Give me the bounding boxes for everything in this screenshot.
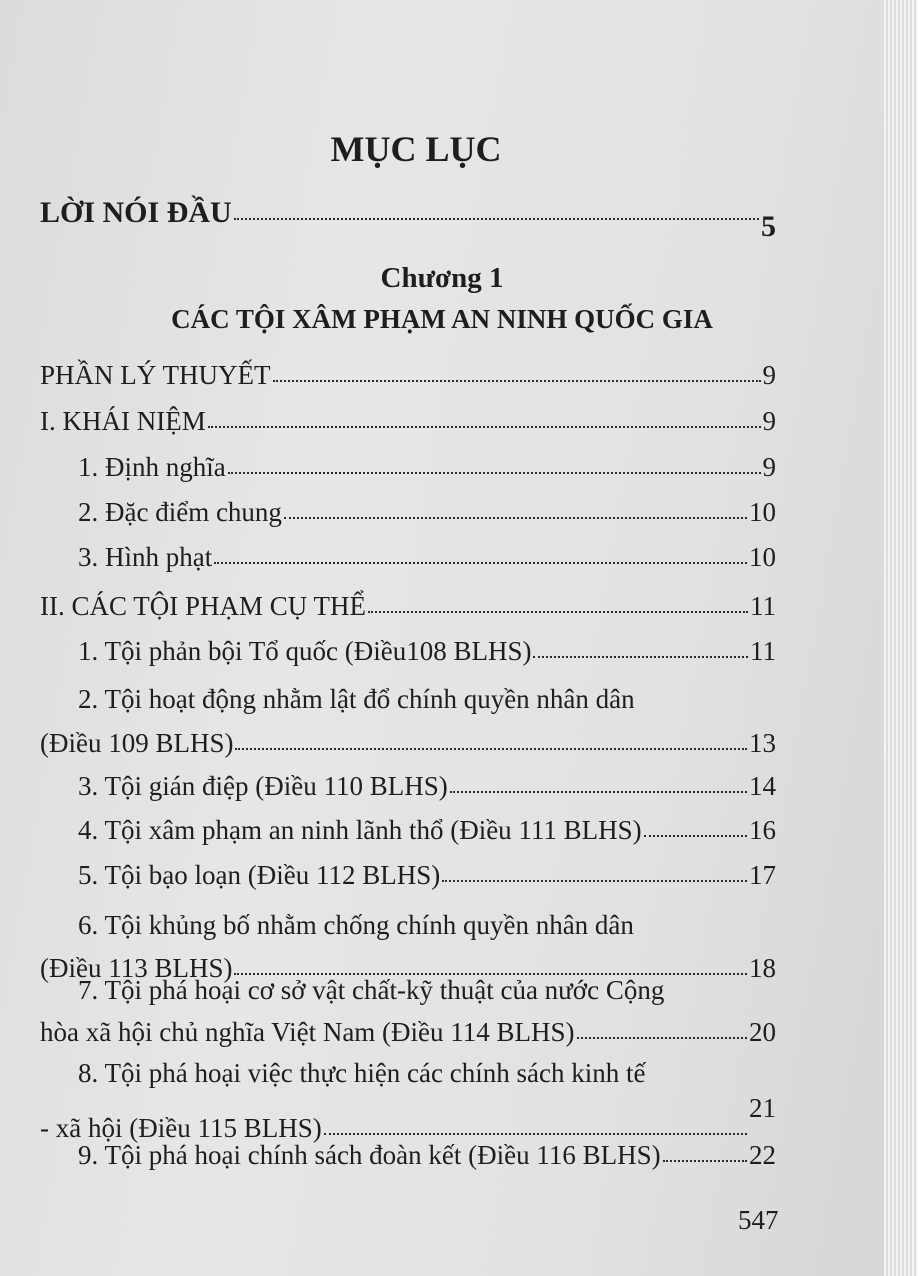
toc-title: MỤC LỤC bbox=[330, 129, 502, 169]
toc-entry-line1: 7. Tội phá hoại cơ sở vật chất-kỹ thuật của nước Cộng bbox=[78, 975, 665, 1005]
page-number: 547 bbox=[738, 1205, 779, 1235]
entry-label: 3. Hình phạt bbox=[78, 542, 213, 572]
leader-dots bbox=[214, 560, 747, 564]
entry-label: PHẦN LÝ THUYẾT bbox=[40, 360, 271, 390]
entry-page: 13 bbox=[749, 728, 776, 758]
toc-entry bbox=[78, 452, 776, 482]
entry-page: 11 bbox=[750, 636, 776, 666]
leader-dots bbox=[368, 609, 748, 613]
entry-page: 21 bbox=[749, 1093, 776, 1123]
entry-page: 22 bbox=[749, 1140, 776, 1170]
leader-dots bbox=[577, 1035, 747, 1039]
entry-page: 5 bbox=[761, 210, 776, 243]
entry-label: II. CÁC TỘI PHẠM CỤ THỂ bbox=[40, 591, 367, 621]
leader-dots bbox=[273, 378, 761, 382]
leader-dots bbox=[450, 789, 747, 793]
leader-dots bbox=[442, 878, 747, 882]
entry-label: 9. Tội phá hoại chính sách đoàn kết (Điều 116 BLHS) bbox=[78, 1140, 661, 1170]
book-page-edges bbox=[884, 0, 918, 1276]
entry-page: 9 bbox=[762, 452, 776, 482]
entry-label: I. KHÁI NIỆM bbox=[40, 406, 206, 436]
entry-label: - xã hội (Điều 115 BLHS) bbox=[40, 1113, 322, 1143]
toc-entry-line1: 6. Tội khủng bố nhằm chống chính quyền nhân dân bbox=[78, 910, 634, 940]
entry-label: LỜI NÓI ĐẦU bbox=[40, 196, 232, 229]
entry-label: 4. Tội xâm phạm an ninh lãnh thổ (Điều 111 BLHS) bbox=[78, 815, 642, 845]
toc-entry-line1: 8. Tội phá hoại việc thực hiện các chính sách kinh tế bbox=[78, 1058, 646, 1088]
leader-dots bbox=[234, 216, 759, 220]
entry-label: 2. Đặc điểm chung bbox=[78, 497, 282, 527]
chapter-title: CÁC TỘI XÂM PHẠM AN NINH QUỐC GIA bbox=[171, 304, 713, 334]
entry-page: 10 bbox=[749, 542, 776, 572]
entry-page: 9 bbox=[762, 406, 776, 436]
leader-dots bbox=[228, 470, 761, 474]
toc-entry bbox=[78, 815, 776, 845]
toc-entry bbox=[78, 542, 776, 572]
toc-entry-concept bbox=[40, 406, 776, 436]
toc-entry-theory bbox=[40, 360, 776, 390]
entry-label: 1. Tội phản bội Tổ quốc (Điều108 BLHS) bbox=[78, 636, 532, 666]
leader-dots bbox=[644, 833, 747, 837]
toc-entry-line1: 2. Tội hoạt động nhằm lật đổ chính quyền nhân dân bbox=[78, 684, 635, 714]
toc-entry bbox=[40, 1093, 776, 1143]
toc-entry bbox=[40, 1017, 776, 1047]
leader-dots bbox=[324, 1131, 747, 1135]
entry-page: 10 bbox=[749, 497, 776, 527]
entry-label: 1. Định nghĩa bbox=[78, 452, 226, 482]
leader-dots bbox=[208, 424, 761, 428]
toc-entry bbox=[78, 860, 776, 890]
leader-dots bbox=[284, 515, 747, 519]
toc-entry bbox=[78, 771, 776, 801]
toc-entry bbox=[40, 728, 776, 758]
toc-entry bbox=[78, 497, 776, 527]
entry-page: 9 bbox=[762, 360, 776, 390]
entry-label: 3. Tội gián điệp (Điều 110 BLHS) bbox=[78, 771, 448, 801]
entry-label: 5. Tội bạo loạn (Điều 112 BLHS) bbox=[78, 860, 441, 890]
entry-page: 17 bbox=[749, 860, 776, 890]
entry-label: (Điều 109 BLHS) bbox=[40, 728, 234, 758]
toc-entry bbox=[78, 636, 776, 666]
entry-page: 20 bbox=[749, 1017, 776, 1047]
entry-page: 14 bbox=[749, 771, 776, 801]
entry-label: hòa xã hội chủ nghĩa Việt Nam (Điều 114 BLHS) bbox=[40, 1017, 575, 1047]
entry-page: 16 bbox=[749, 815, 776, 845]
chapter-number: Chương 1 bbox=[380, 262, 504, 294]
leader-dots bbox=[235, 746, 747, 750]
entry-label: (Điều 113 BLHS) bbox=[40, 953, 233, 983]
entry-page: 18 bbox=[749, 953, 776, 983]
leader-dots bbox=[663, 1158, 747, 1162]
toc-entry-preface bbox=[40, 196, 776, 243]
leader-dots bbox=[533, 654, 748, 658]
toc-entry-crimes bbox=[40, 591, 776, 621]
entry-page: 11 bbox=[750, 591, 776, 621]
toc-entry bbox=[78, 1140, 776, 1170]
